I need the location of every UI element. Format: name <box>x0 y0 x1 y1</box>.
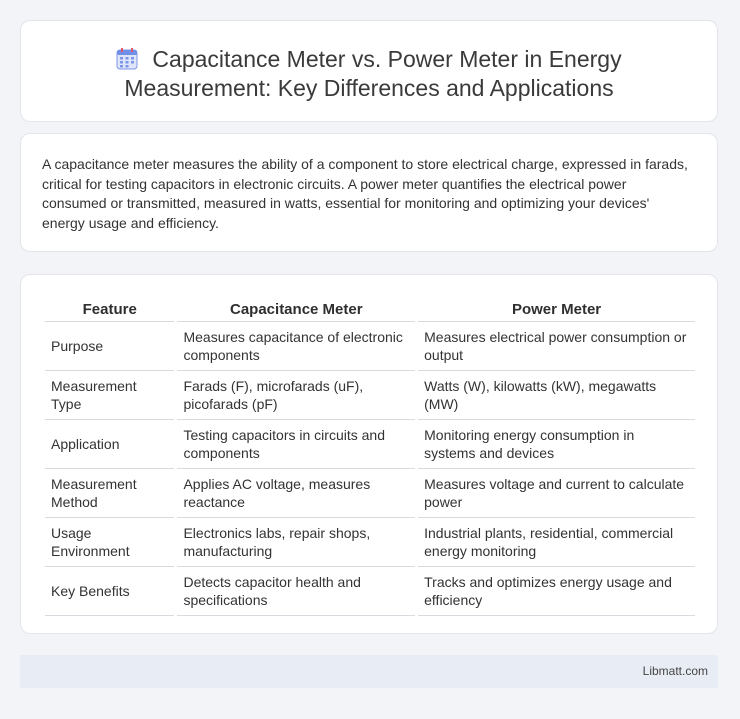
header-feature: Feature <box>45 295 174 322</box>
power-cell: Monitoring energy consumption in systems and devices <box>418 420 695 469</box>
header-power-meter: Power Meter <box>418 295 695 322</box>
power-cell: Measures electrical power consumption or output <box>418 322 695 371</box>
comparison-card <box>20 274 718 634</box>
capacitance-cell: Electronics labs, repair shops, manufacturing <box>177 518 415 567</box>
header-capacitance-meter: Capacitance Meter <box>177 295 415 322</box>
capacitance-cell: Detects capacitor health and specifications <box>177 567 415 616</box>
power-cell: Tracks and optimizes energy usage and efficiency <box>418 567 695 616</box>
intro-paragraph: A capacitance meter measures the ability of a component to store electrical charge, expressed in farads, critical for testing capacitors in electronic circuits. A power meter quantifies the electrical power consumed or transmitted, measured in watts, essential for monitoring and optimizing your devices' energy usage and efficiency. <box>42 156 688 231</box>
calendar-icon <box>116 48 138 70</box>
capacitance-cell: Farads (F), microfarads (uF), picofarads (pF) <box>177 371 415 420</box>
feature-cell: Key Benefits <box>45 567 174 616</box>
power-cell: Industrial plants, residential, commercial energy monitoring <box>418 518 695 567</box>
capacitance-cell: Measures capacitance of electronic components <box>177 322 415 371</box>
capacitance-cell: Applies AC voltage, measures reactance <box>177 469 415 518</box>
table-row <box>45 518 695 567</box>
title-card <box>20 20 718 122</box>
title-line-1: Capacitance Meter vs. Power Meter in Energy <box>152 46 622 72</box>
table-row <box>45 469 695 518</box>
page-title <box>21 45 717 103</box>
comparison-table <box>42 295 698 616</box>
feature-cell: Usage Environment <box>45 518 174 567</box>
table-row <box>45 420 695 469</box>
capacitance-cell: Testing capacitors in circuits and components <box>177 420 415 469</box>
table-row <box>45 322 695 371</box>
table-row <box>45 567 695 616</box>
power-cell: Measures voltage and current to calculate power <box>418 469 695 518</box>
power-cell: Watts (W), kilowatts (kW), megawatts (MW) <box>418 371 695 420</box>
table-header-row <box>45 295 695 322</box>
footer-brand: Libmatt.com <box>642 664 708 678</box>
footer <box>20 655 718 688</box>
feature-cell: Measurement Method <box>45 469 174 518</box>
title-line-2: Measurement: Key Differences and Applications <box>124 75 614 101</box>
feature-cell: Measurement Type <box>45 371 174 420</box>
table-row <box>45 371 695 420</box>
feature-cell: Purpose <box>45 322 174 371</box>
intro-card <box>20 133 718 252</box>
feature-cell: Application <box>45 420 174 469</box>
